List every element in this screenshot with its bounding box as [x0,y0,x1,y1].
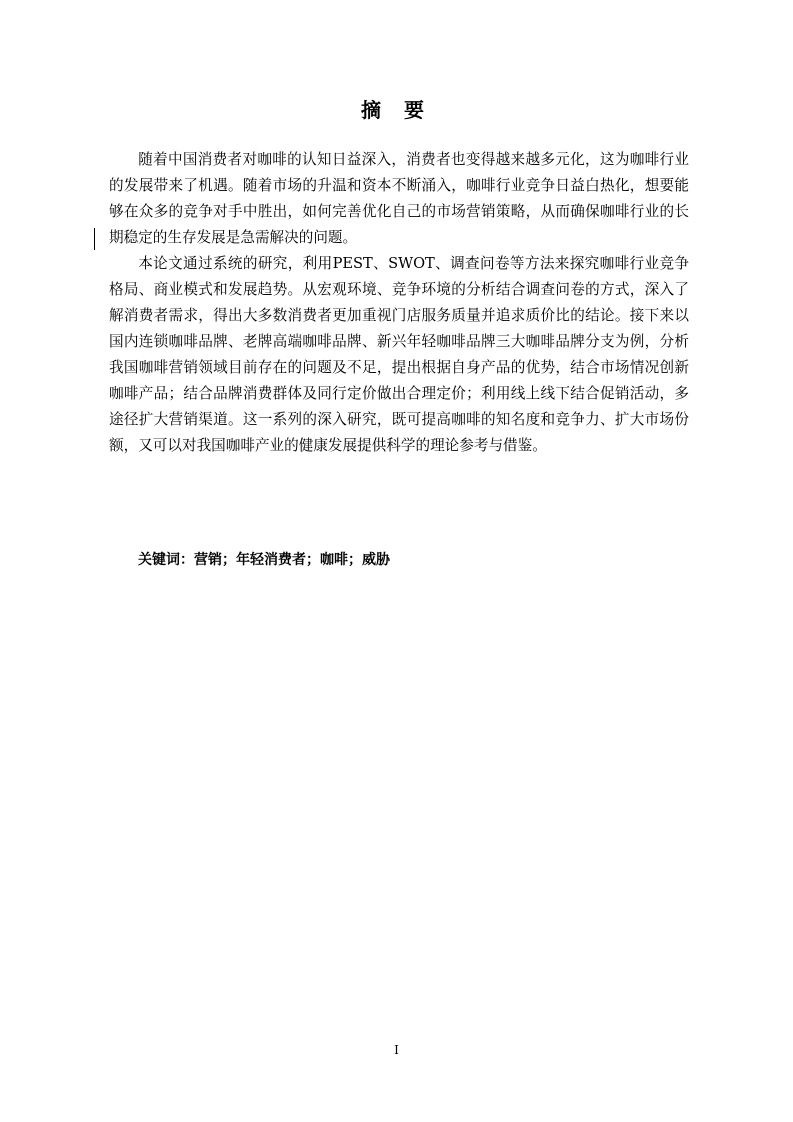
abstract-body [109,147,689,459]
abstract-paragraph-2: 本论文通过系统的研究，利用PEST、SWOT、调查问卷等方法来探究咖啡行业竞争格局、商业模式和发展趋势。从宏观环境、竞争环境的分析结合调查问卷的方式，深入了解消费者需求，得出大多数消费者更加重视门店服务质量并追求质价比的结论。接下来以国内连锁咖啡品牌、老牌高端咖啡品牌、新兴年轻咖啡品牌三大咖啡品牌分支为例，分析我国咖啡营销领域目前存在的问题及不足，提出根据自身产品的优势，结合市场情况创新咖啡产品；结合品牌消费群体及同行定价做出合理定价；利用线上线下结合促销活动，多途径扩大营销渠道。这一系列的深入研究，既可提高咖啡的知名度和竞争力、扩大市场份额，又可以对我国咖啡产业的健康发展提供科学的理论参考与借鉴。 [109,255,689,454]
abstract-title: 摘 要 [361,98,432,122]
page-number: I [394,1043,399,1057]
text-cursor [94,228,95,250]
abstract-paragraph-1: 随着中国消费者对咖啡的认知日益深入，消费者也变得越来越多元化，这为咖啡行业的发展带来了机遇。随着市场的升温和资本不断涌入，咖啡行业竞争日益白热化，想要能够在众多的竞争对手中胜出，如何完善优化自己的市场营销策略，从而确保咖啡行业的长期稳定的生存发展是急需解决的问题。 [109,151,689,246]
keywords-line [138,549,390,571]
keywords-value: 营销；年轻消费者；咖啡；威胁 [194,552,390,568]
keywords-label: 关键词： [138,552,194,568]
